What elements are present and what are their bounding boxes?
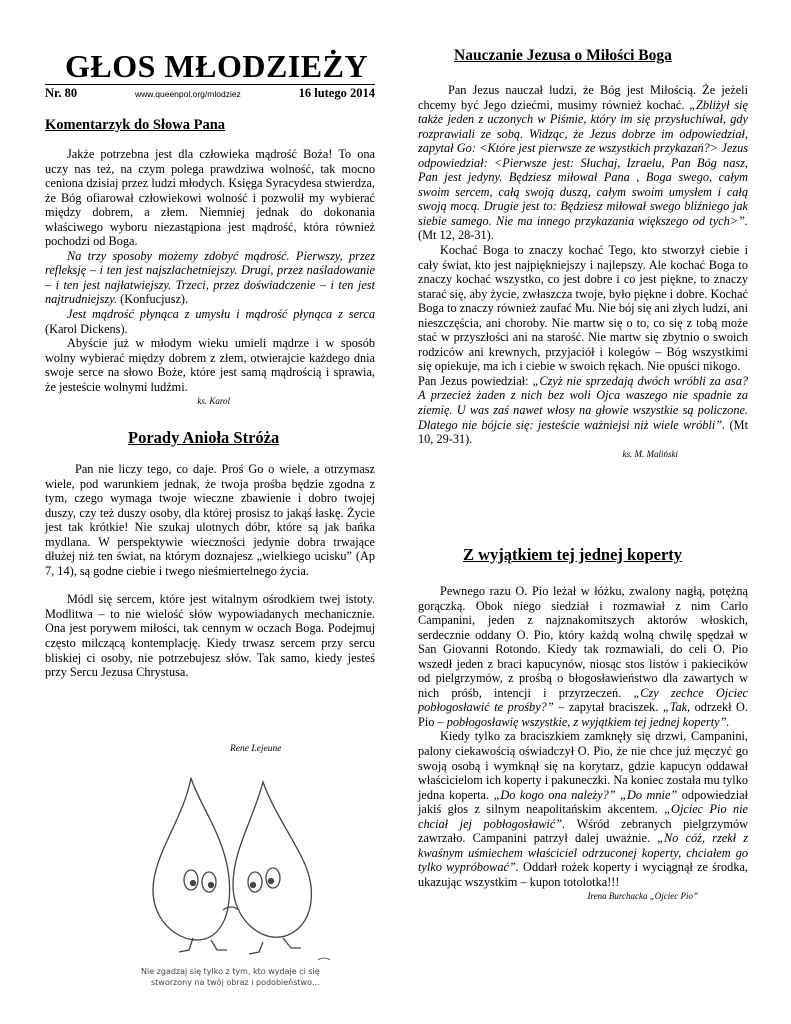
paragraph bbox=[418, 584, 748, 729]
section-title-nauczanie: Nauczanie Jezusa o Miłości Boga bbox=[454, 47, 672, 64]
paragraph-quote-confucius bbox=[45, 249, 375, 307]
scripture-ref: (Mt 10, 29-31). bbox=[418, 417, 748, 447]
section-nauczanie-body bbox=[418, 83, 748, 461]
paragraph: Abyście już w młodym wieku umieli mądrze i w sposób wolny wybierać między dobrem z złem, otwierajcie każdego dnia swoje serce na słowo Boże, które jest samą mądrością i sprawia, że jesteście wolnymi ludźmi. bbox=[45, 336, 375, 394]
newsletter-title: GŁOS MŁODZIEŻY bbox=[65, 48, 369, 84]
quote: „Tak, bbox=[662, 700, 691, 715]
section-porady-body bbox=[45, 462, 375, 680]
quote: „Ojciec Pio nie chciał jej pobłogosławić”. bbox=[418, 802, 748, 831]
text: odpowiedział jakiś głos z silnym neapolitańskim akcentem. bbox=[418, 787, 748, 817]
text: Pan Jezus nauczał ludzi, że Bóg jest Miłością. Że jeżeli chcemy być Jego dziećmi, musimy również kochać. bbox=[418, 83, 748, 112]
scripture-ref: (Mt 12, 28-31). bbox=[418, 228, 494, 243]
paragraph: Pan nie liczy tego, co daje. Proś Go o wiele, a otrzymasz wiele, pod warunkiem jednak, że twoja prośba będzie zgodna z tym, czego wymaga twoje wieczne zbawienie i dobro twojej duszy, czy też duszy osoby, dla której prosisz to jakąś łaskę. Życie jest tak krótkie! Nie szukaj ulotnych dóbr, które są jak bańka mydlana. W perspektywie wieczności jedynie dobra trwające dłużej niż ten świat, na którym doznajesz „wielkiego ucisku” (Ap 7, 14), są godne ciebie i twego nieśmiertelnego życia. bbox=[45, 462, 375, 578]
signature: ks. M. Maliński bbox=[622, 448, 678, 459]
quote-text: Na trzy sposoby możemy zdobyć mądrość. Pierwszy, przez refleksję – i ten jest najszlachetniejszy. Drugi, przez naśladowanie – i ten jest najłatwiejszy. Trzeci, przez doświadczenie – i ten jest najtrudniejszy. bbox=[45, 248, 375, 307]
paragraph-quote-dickens bbox=[45, 307, 375, 336]
quote: „No cóż, rzekł z kwaśnym uśmiechem właściciel odrzuconej koperty, chciałem go tylko wypróbować”. bbox=[418, 831, 748, 875]
issue-date: 16 lutego 2014 bbox=[298, 86, 375, 100]
quote: „Czy zechce Ojciec pobłogosławić te prośby?” bbox=[418, 685, 748, 715]
text: Wśród zebranych pielgrzymów zawrzało. Campanini patrzył dalej uważnie. bbox=[418, 816, 748, 846]
scripture-quote: „Zbliżył się także jeden z uczonych w Piśmie, który im się przysłuchiwał, gdy rozprawiali ze sobą. Widząc, że Jezus dobrze im odpowiedział, zapytał Go: <Które jest pierwsze ze wszystkich przykazań?> Jezus odpowiedział: <Pierwsze jest: Słuchaj, Izraelu, Pan Bóg nasz, Pan jest jedyny. Będziesz miłował Pana , Boga swego, całym swoim sercem, całą swoją duszą, całym swoim umysłem i całą swoją mocą. Drugie jest to: Będziesz miłował swego bliźniego jak siebie samego. Nie ma innego przykazania większego od tych>”. bbox=[418, 97, 748, 228]
paragraph: Jakże potrzebna jest dla człowieka mądrość Boża! To ona uczy nas też, na czym polega prawdziwa wolność, tak mocno ceniona dzisiaj przez ludzi młodych. Księga Syracydesa stwierdza, że Bóg ofiarował człowiekowi wolność i pozwolił my wybierać między dobrem, a złem. Niemniej jednak do dokonania właściwego wyboru niezastąpiona jest mądrość, która również pochodzi od Boga. bbox=[45, 147, 375, 249]
issue-meta-line bbox=[45, 84, 375, 101]
text: Pewnego razu O. Pio leżał w łóżku, zwalony nagłą, potężną gorączką. Obok niego siedział i rozmawiał z nim Carlo Campanini, jeden z najznakomitszych aktorów włoskich, serdecznie oddany O. Pio, który każdą wolną chwilę spędzał w San Giovanni Rotondo. Kiedy tak rozmawiali, do celi O. Pio wszedł jeden z braci kapucynów, niosąc stos listów i pakiecików od pielgrzymów, z prośbą o błogosławieństwo dla zawartych w nich próśb, intencji i przyrzeczeń. bbox=[418, 584, 748, 700]
quote: pobłogosławię wszystkie, z wyjątkiem tej jednej koperty”. bbox=[446, 714, 730, 729]
signature: Irena Burchacka „Ojciec Pio” bbox=[587, 891, 698, 902]
section-title-koperta: Z wyjątkiem tej jednej koperty bbox=[463, 545, 683, 564]
section-koperta-body bbox=[418, 584, 748, 904]
text: odrzekł O. Pio – bbox=[418, 700, 748, 729]
section-title-porady: Porady Anioła Stróża bbox=[128, 428, 280, 447]
website-url[interactable]: www.queenpol.org/mlodziez bbox=[134, 89, 241, 99]
illustration-caption-line1: Nie zgadzaj się tylko z tym, kto wydaje ci się bbox=[141, 967, 320, 976]
text: Oddarł rożek koperty i wyciągnął ze środka, ukazując wszystkim – kupon totolotka!!! bbox=[418, 860, 748, 889]
scripture-quote: „Czyż nie sprzedają dwóch wróbli za asa? A przecież żaden z nich bez woli Ojca waszego nie spadnie za ziemię. U was zaś nawet włosy na głowie wszystkie są policzone. Dlatego nie bójcie się: jesteście ważniejsi niż wiele wróbli”. bbox=[418, 373, 748, 432]
text: Kiedy tylko za braciszkiem zamknęły się drzwi, Campanini, palony ciekawością oświadczył O. Pio, że nie chce już męczyć go swoją osobą i wymknął się na korytarz, gdzie kapucyn oddawał właścicielom ich koperty i pakuneczki. Na koniec została mu tylko jedna koperta. bbox=[418, 729, 748, 802]
signature: Rene Lejeune bbox=[230, 744, 282, 754]
drops-illustration bbox=[133, 760, 343, 990]
paragraph bbox=[418, 374, 748, 447]
right-drop bbox=[233, 782, 311, 937]
paragraph: Módl się sercem, które jest witalnym ośrodkiem twej istoty. Modlitwa – to nie wielość słów wypowiadanych mechanicznie. Ona jest porywem miłości, tak cennym w oczach Boga. Podejmuj często milczącą kontemplację. Kiedy trwasz sercem przy sercu bliskiej ci osoby, nie potrzebujesz słów. Tak samo, kiedy jesteś przy Sercu Jezusa Chrystusa. bbox=[45, 592, 375, 680]
illustration-caption-line2: stworzony na twój obraz i podobieństwo... bbox=[151, 978, 320, 987]
section-komentarzyk-body bbox=[45, 147, 375, 409]
paragraph bbox=[418, 729, 748, 889]
quote: „Do kogo ona należy?” „Do mnie” bbox=[493, 787, 678, 802]
paragraph bbox=[418, 83, 748, 243]
left-drop bbox=[153, 778, 230, 940]
issue-number: Nr. 80 bbox=[45, 86, 78, 100]
text: – zapytał braciszek. bbox=[553, 700, 663, 715]
quote-text: Jest mądrość płynąca z umysłu i mądrość płynąca z serca bbox=[67, 307, 375, 322]
section-title-komentarzyk: Komentarzyk do Słowa Pana bbox=[45, 117, 226, 133]
signature: ks. Karol bbox=[197, 396, 230, 407]
quote-author: (Konfucjusz). bbox=[117, 292, 189, 307]
paragraph: Kochać Boga to znaczy kochać Tego, kto stworzył ciebie i cały świat, kto jest najpiękniejszy i najlepszy. Ale kochać Boga to znaczy kochać wszystko, co jest dobre i co jest piękne, to znaczy starać się, aby życie, zwłaszcza twoje, było piękne i dobre. Kochać Boga to znaczy również zaufać Mu. Nie bój się ani złych ludzi, ani nieszczęścia, ani choroby. Nie martw się o to, co się z tobą może stać w przyszłości ani na starość. Nie martw się zbytnio o swoich rodziców ani krewnych, przyjaciół i kolegów – Bóg wszystkimi się opiekuje, ma ich i ciebie w swoich rękach. Nie opuści nikogo. bbox=[418, 243, 748, 374]
quote-author: (Karol Dickens). bbox=[45, 321, 128, 336]
text: Pan Jezus powiedział: bbox=[418, 373, 533, 388]
